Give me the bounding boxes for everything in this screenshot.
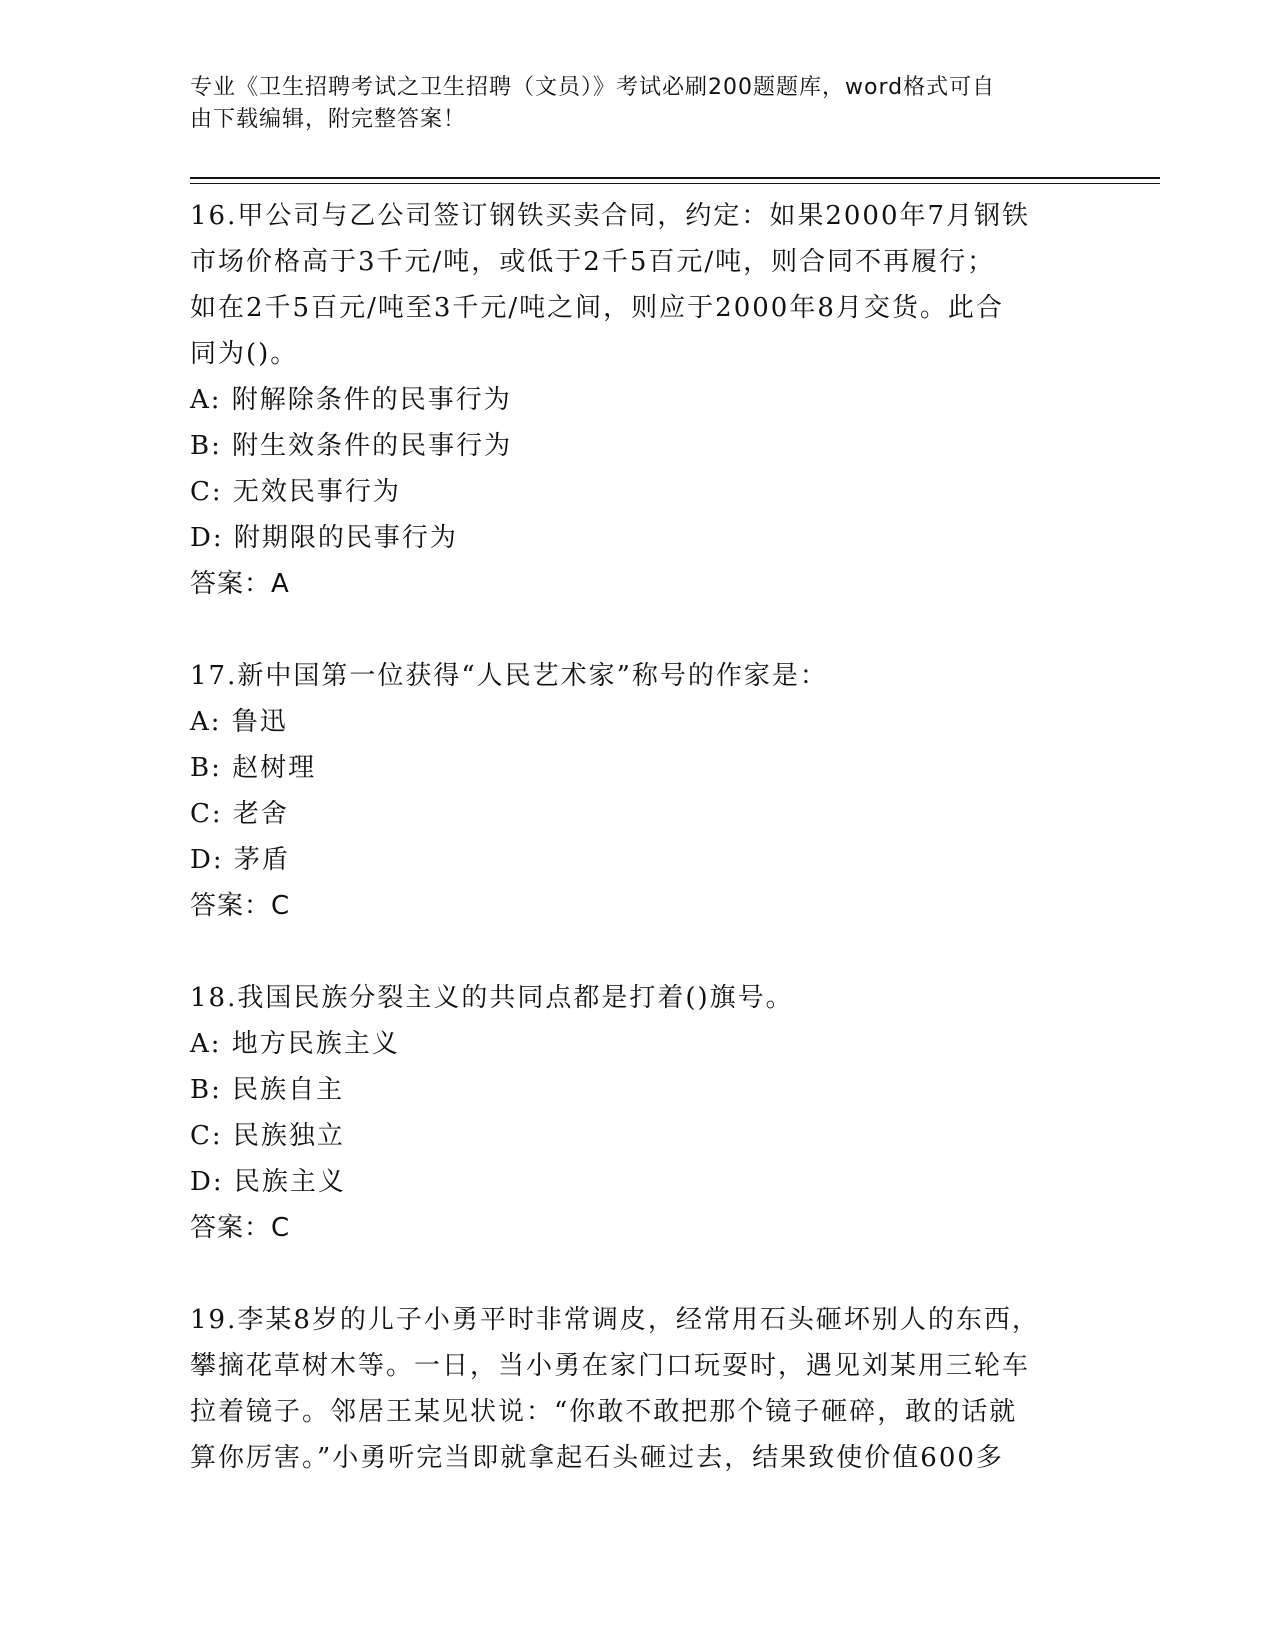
- question-spacer: [190, 607, 1090, 653]
- header-line-1: 专业《卫生招聘考试之卫生招聘（文员）》考试必刷200题题库，word格式可自: [190, 75, 996, 100]
- question-16: [190, 193, 1090, 607]
- option-c: C: 老舍: [190, 799, 289, 829]
- answer-line: 答案：C: [190, 891, 291, 921]
- option-d: D: 民族主义: [190, 1167, 346, 1197]
- question-spacer: [190, 929, 1090, 975]
- document-header: [190, 72, 1090, 136]
- question-19: [190, 1297, 1090, 1481]
- question-text-line: 同为()。: [190, 339, 299, 369]
- question-text-line: 市场价格高于3千元/吨，或低于2千5百元/吨，则合同不再履行；: [190, 247, 996, 277]
- question-spacer: [190, 1251, 1090, 1297]
- question-17: [190, 653, 1090, 929]
- question-text-line: 拉着镜子。邻居王某见状说：“你敢不敢把那个镜子砸碎，敢的话就: [190, 1397, 1018, 1427]
- question-18: [190, 975, 1090, 1251]
- option-a: A: 附解除条件的民事行为: [190, 385, 512, 415]
- option-d: D: 茅盾: [190, 845, 290, 875]
- option-a: A: 鲁迅: [190, 707, 288, 737]
- option-b: B: 民族自主: [190, 1075, 345, 1105]
- question-list: [190, 193, 1090, 1481]
- question-text-line: 18.我国民族分裂主义的共同点都是打着()旗号。: [190, 983, 794, 1013]
- header-line-2: 由下载编辑，附完整答案！: [190, 107, 467, 132]
- answer-line: 答案：A: [190, 569, 290, 599]
- question-text-line: 16.甲公司与乙公司签订钢铁买卖合同，约定：如果2000年7月钢铁: [190, 201, 1031, 231]
- question-text-line: 攀摘花草树木等。一日，当小勇在家门口玩耍时，遇见刘某用三轮车: [190, 1351, 1031, 1381]
- header-divider-thick: [190, 177, 1160, 179]
- option-b: B: 赵树理: [190, 753, 317, 783]
- option-a: A: 地方民族主义: [190, 1029, 400, 1059]
- question-text-line: 如在2千5百元/吨至3千元/吨之间，则应于2000年8月交货。此合: [190, 293, 1004, 323]
- question-text-line: 算你厉害。”小勇听完当即就拿起石头砸过去，结果致使价值600多: [190, 1443, 1004, 1473]
- question-text-line: 19.李某8岁的儿子小勇平时非常调皮，经常用石头砸坏别人的东西，: [190, 1305, 1040, 1335]
- option-b: B: 附生效条件的民事行为: [190, 431, 513, 461]
- option-c: C: 无效民事行为: [190, 477, 401, 507]
- answer-line: 答案：C: [190, 1213, 291, 1243]
- option-d: D: 附期限的民事行为: [190, 523, 458, 553]
- question-text-line: 17.新中国第一位获得“人民艺术家”称号的作家是：: [190, 661, 828, 691]
- header-divider-thin: [190, 183, 1160, 184]
- option-c: C: 民族独立: [190, 1121, 345, 1151]
